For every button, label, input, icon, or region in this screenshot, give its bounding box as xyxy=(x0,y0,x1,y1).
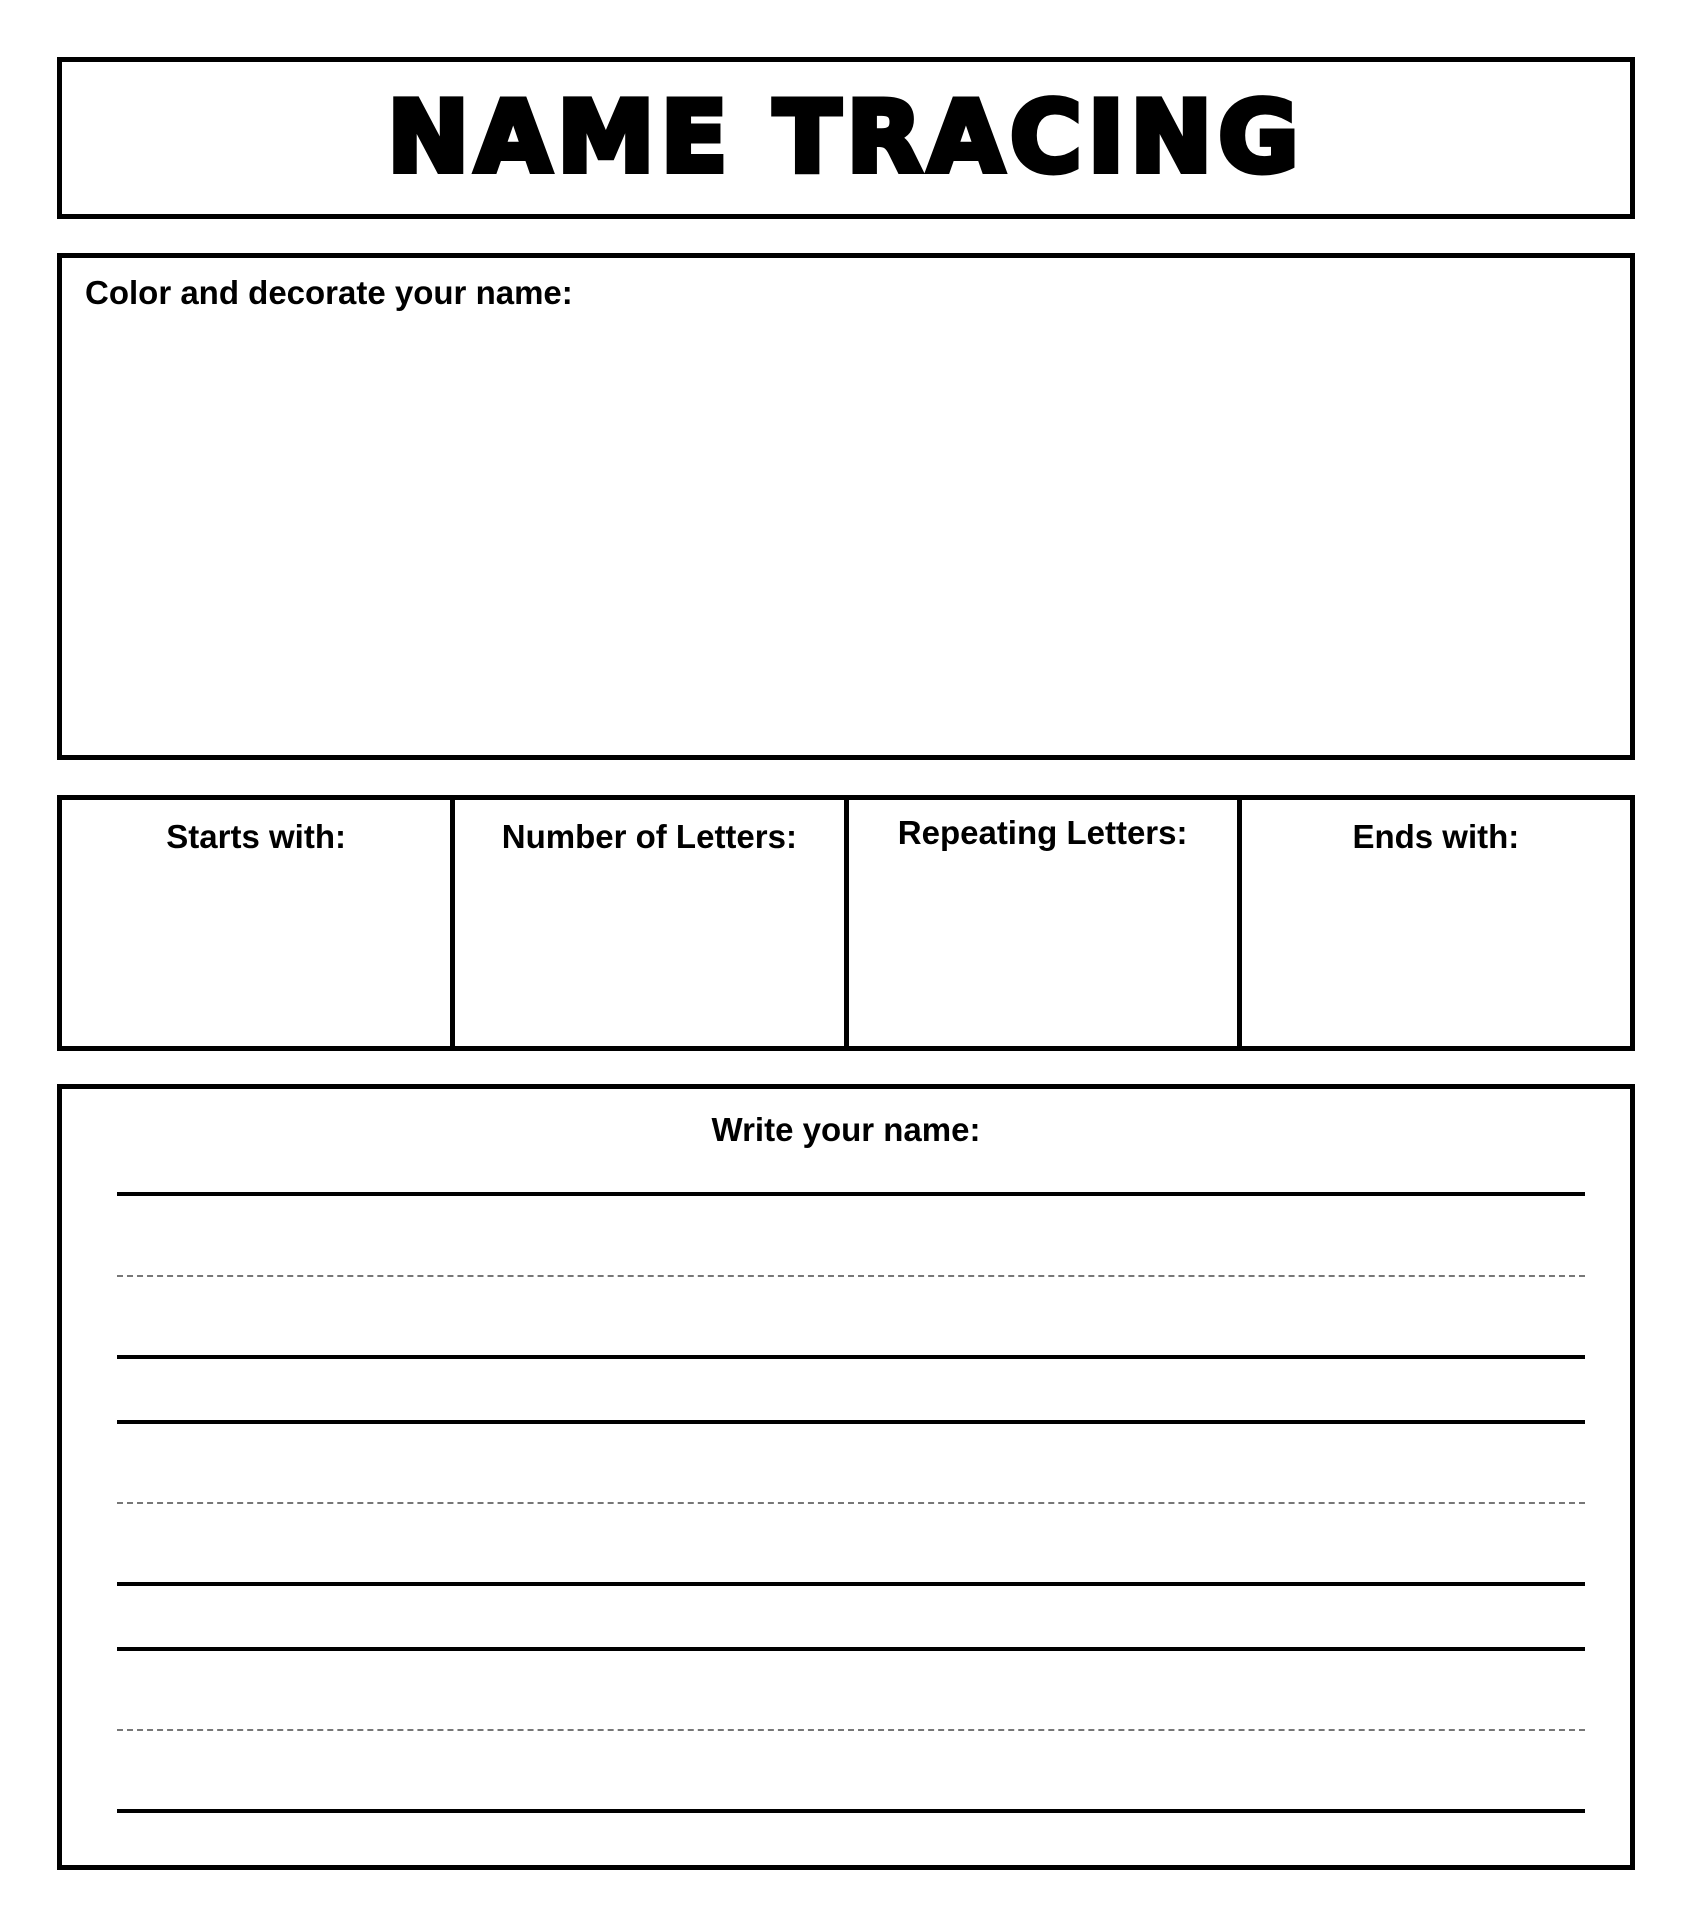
fact-label-number-of-letters: Number of Letters: xyxy=(501,818,797,855)
title-banner xyxy=(57,57,1635,219)
fact-label-ends-with: Ends with: xyxy=(1352,818,1520,855)
handwriting-base-line-3[interactable] xyxy=(117,1809,1585,1813)
handwriting-mid-line-3 xyxy=(117,1729,1585,1731)
handwriting-base-line-2[interactable] xyxy=(117,1582,1585,1586)
write-prompt: Write your name: xyxy=(711,1111,981,1148)
handwriting-base-line-1[interactable] xyxy=(117,1355,1585,1359)
fact-cell-ends-with[interactable] xyxy=(1242,800,1630,1046)
fact-cell-number-of-letters[interactable] xyxy=(455,800,848,1046)
page-title: NAME TRACING xyxy=(387,81,1305,195)
write-name-area xyxy=(57,1084,1635,1870)
fact-cell-starts-with[interactable] xyxy=(62,800,455,1046)
decorate-name-area[interactable] xyxy=(57,253,1635,760)
fact-label-starts-with: Starts with: xyxy=(166,818,346,855)
name-facts-table xyxy=(57,795,1635,1051)
fact-cell-repeating-letters[interactable] xyxy=(849,800,1242,1046)
handwriting-mid-line-1 xyxy=(117,1275,1585,1277)
handwriting-mid-line-2 xyxy=(117,1502,1585,1504)
decorate-prompt: Color and decorate your name: xyxy=(85,274,573,311)
handwriting-top-line-1[interactable] xyxy=(117,1192,1585,1196)
fact-label-repeating-letters: Repeating Letters: xyxy=(897,814,1188,851)
handwriting-top-line-2[interactable] xyxy=(117,1420,1585,1424)
handwriting-top-line-3[interactable] xyxy=(117,1647,1585,1651)
